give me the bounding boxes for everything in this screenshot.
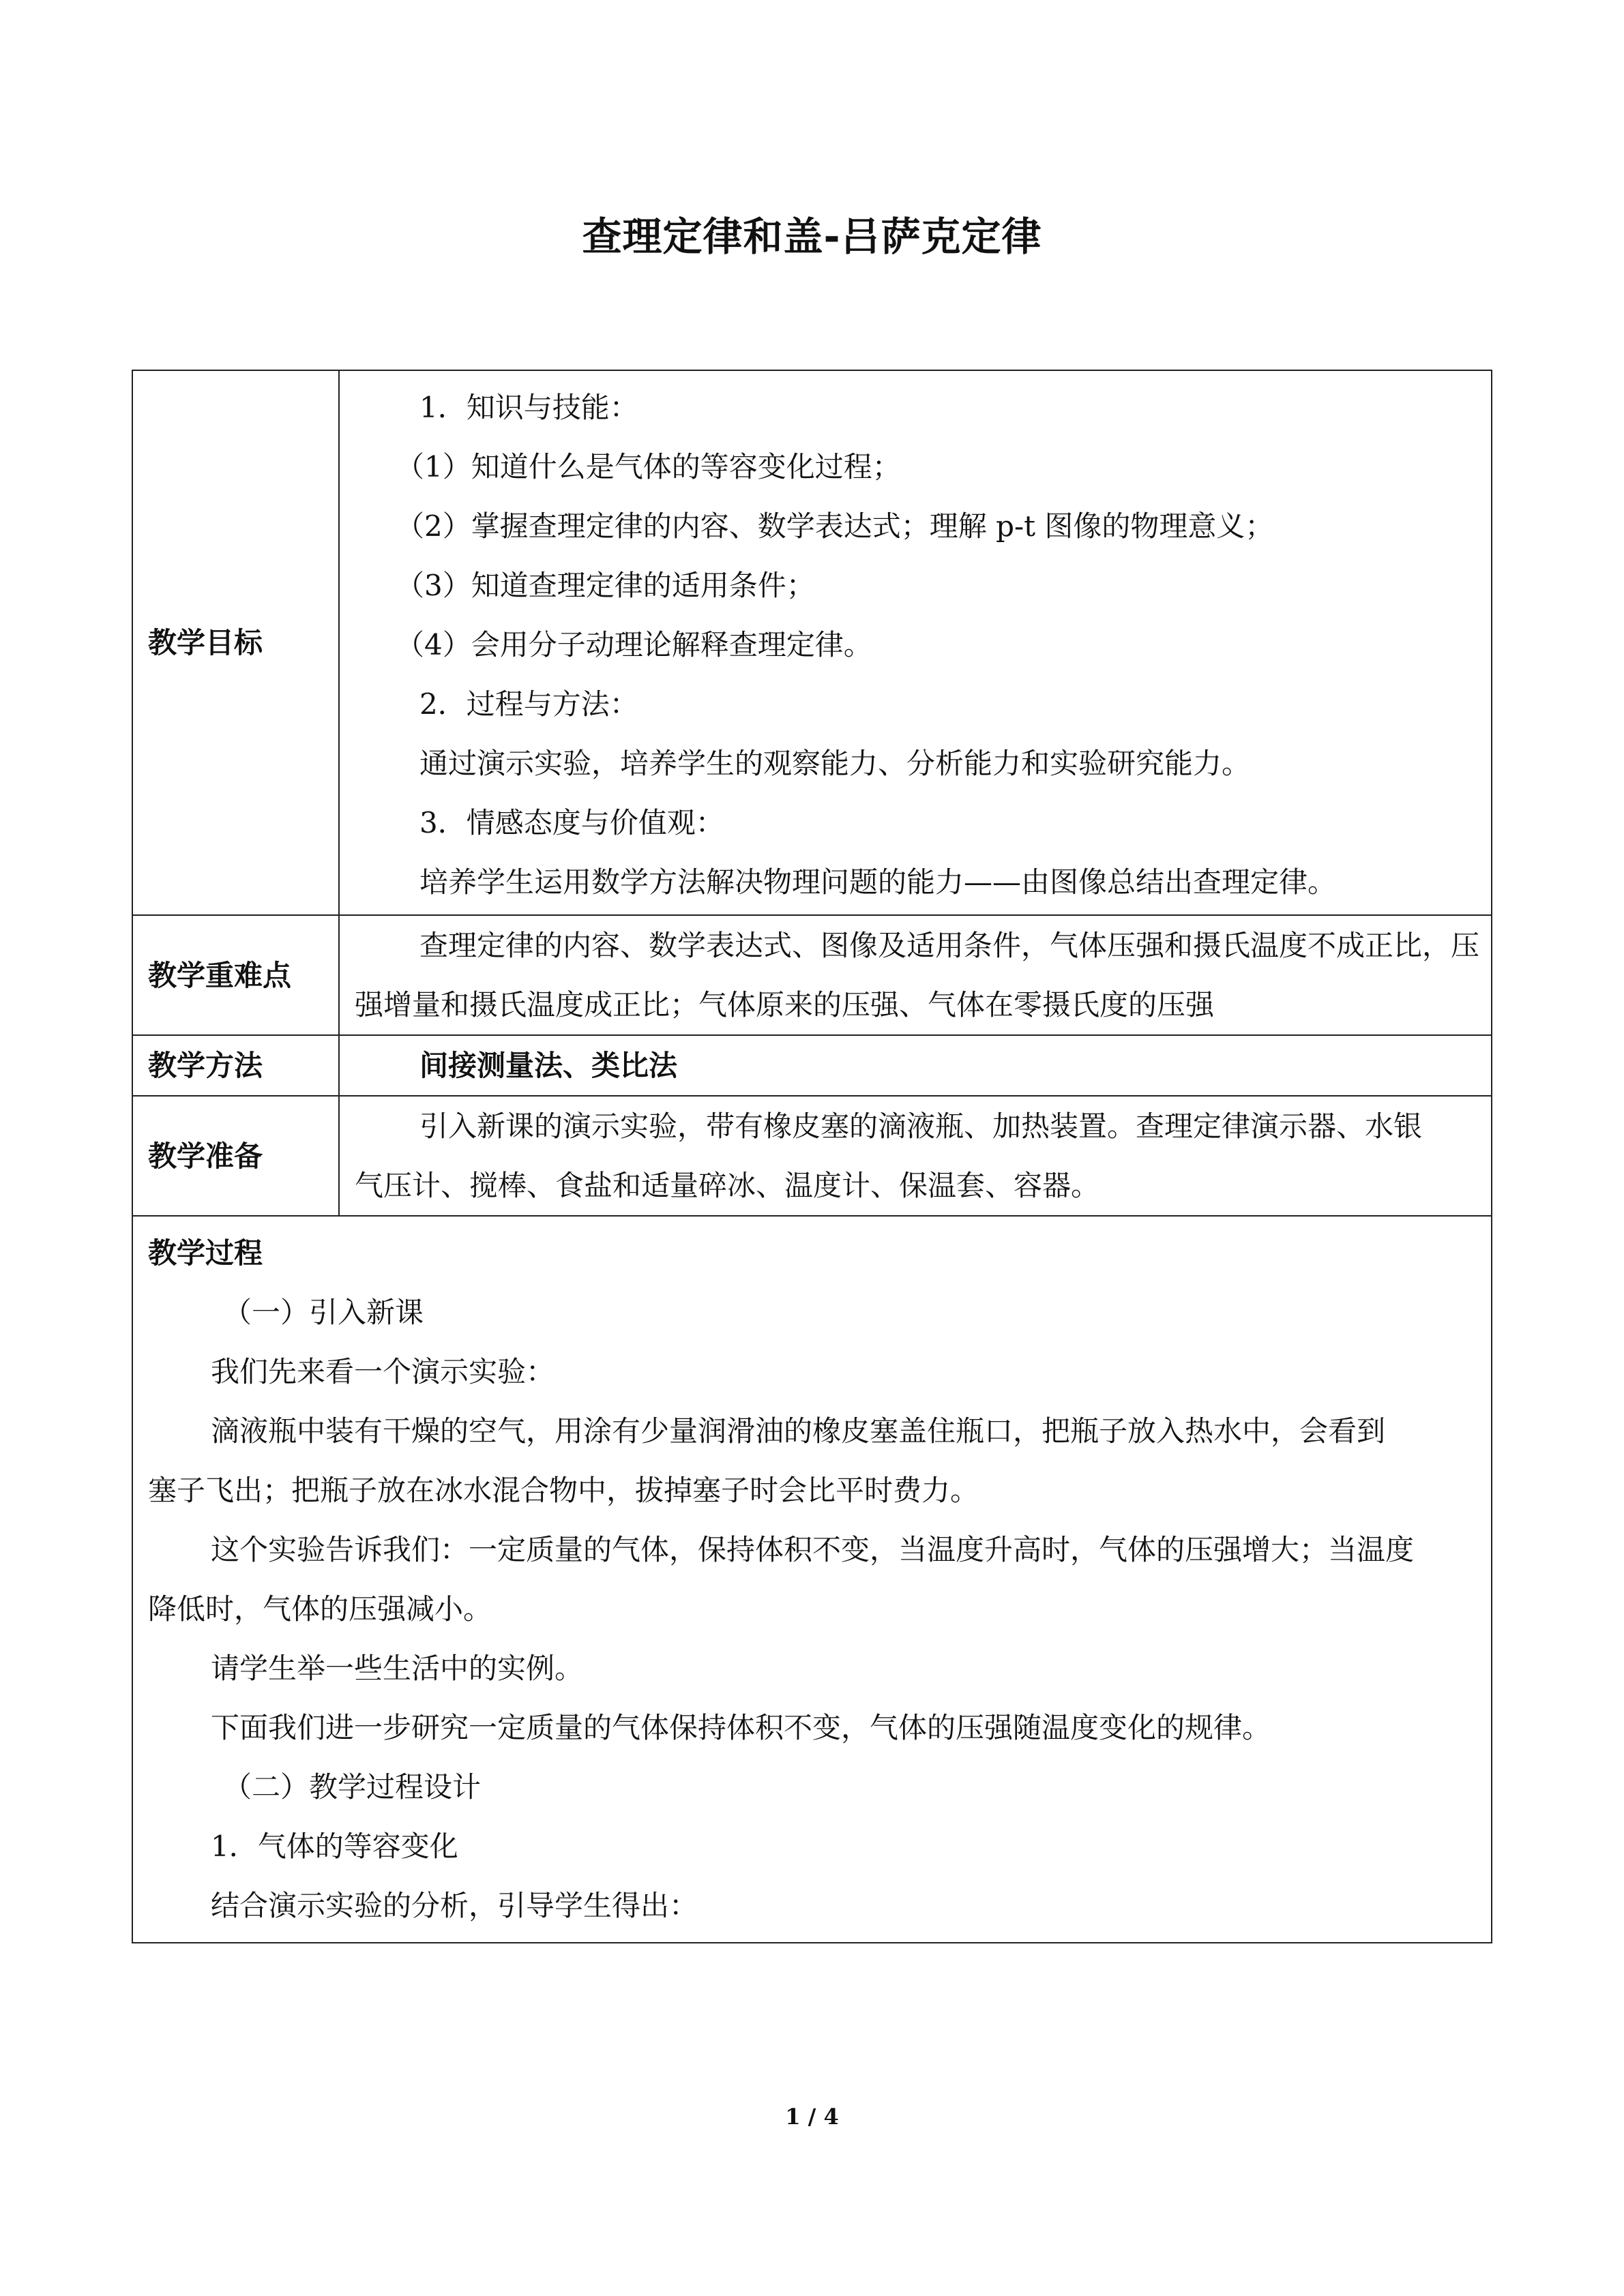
key-points-text: 查理定律的内容、数学表达式、图像及适用条件，气体压强和摄氏温度不成正比，压强增量和摄氏温度成正比；气体原来的压强、气体在零摄氏度的压强 — [355, 929, 1480, 1022]
process-row — [132, 1216, 1492, 1943]
objective-item: （2）掌握查理定律的内容、数学表达式；理解 p-t 图像的物理意义； — [396, 509, 1274, 543]
page-title: 查理定律和盖-吕萨克定律 — [582, 213, 1042, 260]
preparation-content — [339, 1096, 1492, 1216]
key-points-row — [132, 915, 1492, 1035]
process-paragraph: 这个实验告诉我们：一定质量的气体，保持体积不变，当温度升高时，气体的压强增大；当温度降低时，气体的压强减小。 — [148, 1533, 1415, 1626]
objective-item: 培养学生运用数学方法解决物理问题的能力——由图像总结出查理定律。 — [419, 865, 1337, 899]
key-points-content — [339, 915, 1492, 1035]
methods-label: 教学方法 — [132, 1035, 339, 1096]
key-points-label: 教学重难点 — [132, 915, 339, 1035]
preparation-label: 教学准备 — [132, 1096, 339, 1216]
methods-row — [132, 1035, 1492, 1096]
methods-content — [339, 1035, 1492, 1096]
process-paragraph: 滴液瓶中装有干燥的空气，用涂有少量润滑油的橡皮塞盖住瓶口，把瓶子放入热水中，会看到塞子飞出；把瓶子放在冰水混合物中，拔掉塞子时会比平时费力。 — [148, 1414, 1386, 1507]
objective-heading: 3．情感态度与价值观： — [419, 806, 724, 839]
process-paragraph: 我们先来看一个演示实验： — [211, 1355, 555, 1388]
methods-text: 间接测量法、类比法 — [419, 1049, 678, 1082]
objective-heading: 2．过程与方法： — [419, 687, 638, 721]
process-paragraph: 下面我们进一步研究一定质量的气体保持体积不变，气体的压强随温度变化的规律。 — [211, 1711, 1271, 1744]
objective-item: （1）知道什么是气体的等容变化过程； — [396, 450, 901, 483]
process-paragraph: 结合演示实验的分析，引导学生得出： — [211, 1889, 698, 1922]
process-paragraph: （一）引入新课 — [223, 1296, 424, 1329]
objectives-row — [132, 370, 1492, 915]
process-paragraph: 1．气体的等容变化 — [211, 1830, 458, 1863]
objectives-content — [339, 370, 1492, 915]
lesson-plan-table — [132, 370, 1492, 1943]
objective-item: （3）知道查理定律的适用条件； — [396, 569, 815, 602]
objective-heading: 1．知识与技能： — [419, 391, 638, 424]
objective-item: （4）会用分子动理论解释查理定律。 — [396, 628, 872, 661]
process-label: 教学过程 — [148, 1236, 263, 1270]
process-paragraph: 请学生举一些生活中的实例。 — [211, 1652, 584, 1685]
objectives-label: 教学目标 — [132, 370, 339, 915]
process-paragraph: （二）教学过程设计 — [223, 1770, 482, 1804]
preparation-row — [132, 1096, 1492, 1216]
objective-item: 通过演示实验，培养学生的观察能力、分析能力和实验研究能力。 — [419, 747, 1251, 780]
page-number: 1 / 4 — [785, 2104, 839, 2130]
process-content — [132, 1216, 1492, 1943]
preparation-text: 引入新课的演示实验，带有橡皮塞的滴液瓶、加热装置。查理定律演示器、水银气压计、搅棒、食盐和适量碎冰、温度计、保温套、容器。 — [355, 1109, 1423, 1202]
